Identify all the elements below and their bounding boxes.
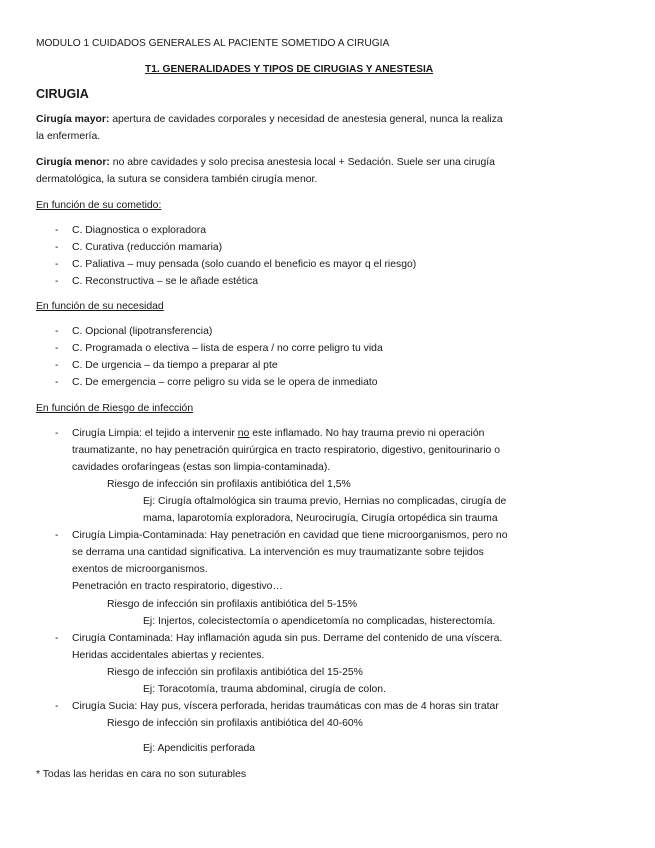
bullet-dash: - [55,326,59,337]
major-surgery-term: Cirugía mayor: [36,114,110,125]
need-item: C. Programada o electiva – lista de espera / no corre peligro tu vida [72,343,383,354]
bullet-dash: - [55,259,59,270]
clean-contaminated-line4: Penetración en tracto respiratorio, digestivo… [72,581,283,592]
bullet-dash: - [55,225,59,236]
clean-line1-no: no [237,428,250,439]
bullet-dash: - [55,633,59,644]
bullet-dash: - [55,242,59,253]
bullet-dash: - [55,343,59,354]
major-surgery-text: apertura de cavidades corporales y necesidad de anestesia general, nunca la realiza [109,114,503,125]
clean-line1-b: este inflamado. No hay trauma previo ni operación [249,428,485,439]
major-surgery-line2: la enfermería. [36,131,101,142]
module-title: MODULO 1 CUIDADOS GENERALES AL PACIENTE SOMETIDO A CIRUGIA [36,38,390,49]
contaminated-risk: Riesgo de infección sin profilaxis antibiótica del 15-25% [107,667,363,678]
purpose-heading: En función de su cometido: [36,200,162,211]
purpose-item: C. Diagnostica o exploradora [72,225,206,236]
need-item: C. Opcional (lipotransferencia) [72,326,213,337]
clean-contaminated-example: Ej: Injertos, colecistectomía o apendicetomía no complicadas, histerectomía. [143,616,496,627]
dirty-example: Ej: Apendicitis perforada [143,743,256,754]
minor-surgery-term: Cirugía menor: [36,157,110,168]
bullet-dash: - [55,428,59,439]
clean-example-line2: mama, laparotomía exploradora, Neurocirugía, Cirugía ortopédica sin trauma [143,513,498,524]
minor-surgery-text: no abre cavidades y solo precisa anestesia local + Sedación. Suele ser una cirugía [109,157,495,168]
clean-contaminated-line3: exentos de microorganismos. [72,564,208,575]
topic-title: T1. GENERALIDADES Y TIPOS DE CIRUGIAS Y ANESTESIA [145,64,434,75]
minor-surgery-line2: dermatológica, la sutura se considera también cirugía menor. [36,174,318,185]
contaminated-line1: Cirugía Contaminada: Hay inflamación aguda sin pus. Derrame del contenido de una víscera. [72,633,503,644]
clean-contaminated-risk: Riesgo de infección sin profilaxis antibiótica del 5-15% [107,599,358,610]
major-surgery-line1 [36,111,503,128]
purpose-item: C. Paliativa – muy pensada (solo cuando el beneficio es mayor q el riesgo) [72,259,417,270]
bullet-dash: - [55,377,59,388]
clean-contaminated-line1: Cirugía Limpia-Contaminada: Hay penetración en cavidad que tiene microorganismos, pero no [72,530,508,541]
contaminated-example: Ej: Toracotomía, trauma abdominal, cirugía de colon. [143,684,386,695]
bullet-dash: - [55,360,59,371]
clean-contaminated-line2: se derrama una cantidad significativa. La intervención es muy traumatizante sobre tejidos [72,547,484,558]
clean-example-line1: Ej: Cirugía oftalmológica sin trauma previo, Hernias no complicadas, cirugía de [143,496,507,507]
dirty-risk: Riesgo de infección sin profilaxis antibiótica del 40-60% [107,718,363,729]
minor-surgery-line1 [36,154,495,171]
clean-line1 [72,425,484,442]
need-heading: En función de su necesidad [36,301,164,312]
clean-line2: traumatizante, no hay penetración quirúrgica en tracto respiratorio, digestivo, genitourinario o [72,445,500,456]
bullet-dash: - [55,701,59,712]
bullet-dash: - [55,530,59,541]
section-heading: CIRUGIA [36,87,89,101]
footnote: * Todas las heridas en cara no son suturables [36,769,247,780]
clean-line3: cavidades orofaríngeas (estas son limpia-contaminada). [72,462,331,473]
clean-risk: Riesgo de infección sin profilaxis antibiótica del 1,5% [107,479,351,490]
need-item: C. De emergencia – corre peligro su vida se le opera de inmediato [72,377,378,388]
dirty-line1: Cirugía Sucia: Hay pus, víscera perforada, heridas traumáticas con mas de 4 horas sin tratar [72,701,499,712]
need-item: C. De urgencia – da tiempo a preparar al pte [72,360,278,371]
purpose-item: C. Reconstructiva – se le añade estética [72,276,258,287]
purpose-item: C. Curativa (reducción mamaria) [72,242,223,253]
contaminated-line2: Heridas accidentales abiertas y recientes. [72,650,265,661]
clean-line1-a: Cirugía Limpia: el tejido a intervenir [72,428,238,439]
bullet-dash: - [55,276,59,287]
infection-heading: En función de Riesgo de infección [36,403,194,414]
